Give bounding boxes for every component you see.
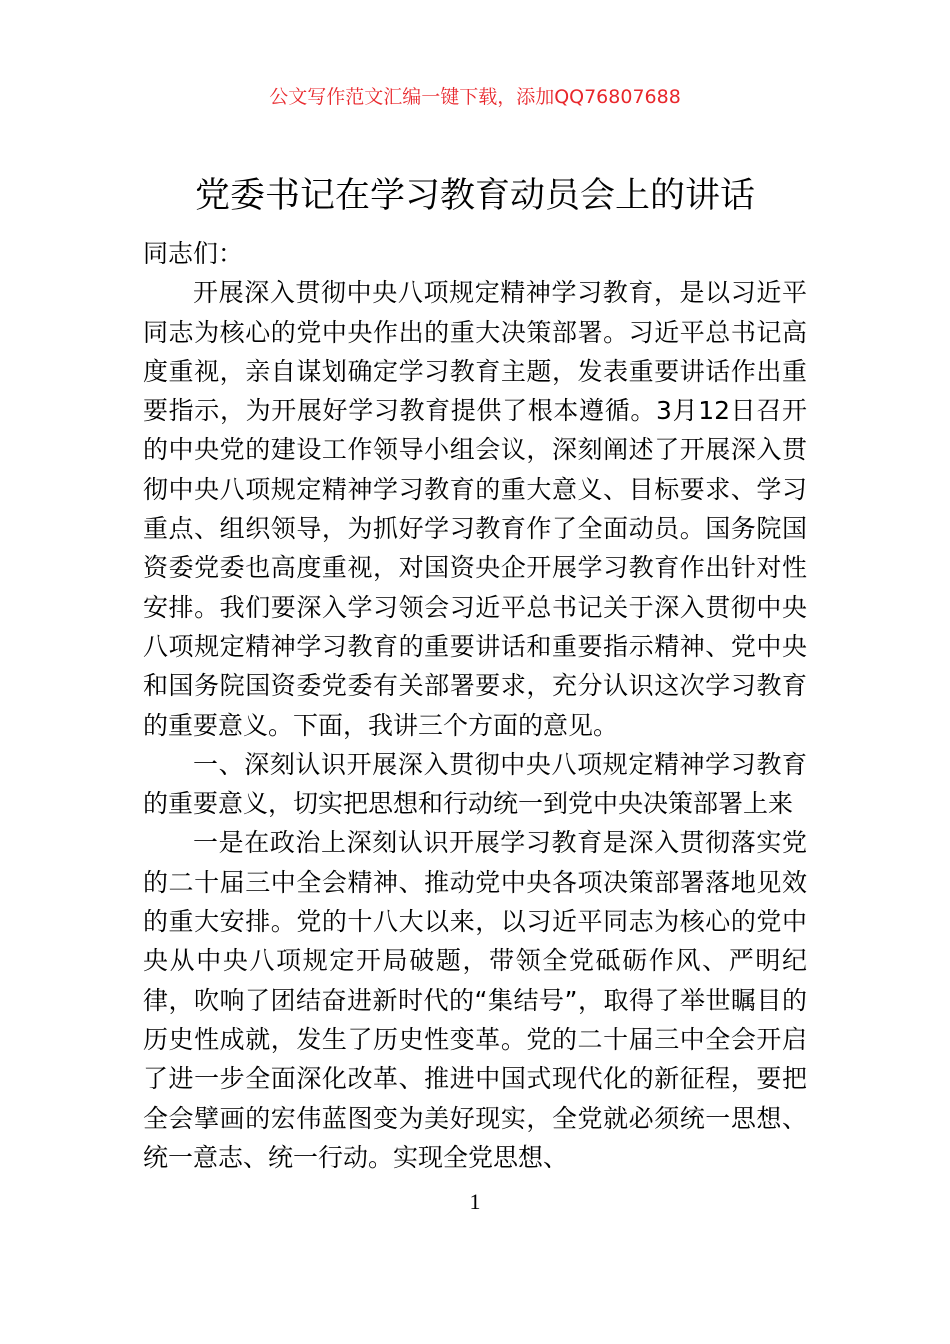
- header-banner: 公文写作范文汇编一键下载，添加QQ76807688: [269, 86, 681, 108]
- document-body: [143, 234, 807, 1177]
- document-title: 党委书记在学习教育动员会上的讲话: [194, 176, 755, 216]
- page-number: 1: [469, 1189, 481, 1214]
- section-heading: 一、深刻认识开展深入贯彻中央八项规定精神学习教育的重要意义，切实把思想和行动统一到党中央决策部署上来: [143, 749, 807, 819]
- salutation: 同志们：: [143, 239, 244, 268]
- paragraph: 开展深入贯彻中央八项规定精神学习教育，是以习近平同志为核心的党中央作出的重大决策部署。习近平总书记高度重视，亲自谋划确定学习教育主题，发表重要讲话作出重要指示，为开展好学习教育提供了根本遵循。3月12日召开的中央党的建设工作领导小组会议，深刻阐述了开展深入贯彻中央八项规定精神学习教育的重大意义、目标要求、学习重点、组织领导，为抓好学习教育作了全面动员。国务院国资委党委也高度重视，对国资央企开展学习教育作出针对性安排。我们要深入学习领会习近平总书记关于深入贯彻中央八项规定精神学习教育的重要讲话和重要指示精神、党中央和国务院国资委党委有关部署要求，充分认识这次学习教育的重要意义。下面，我讲三个方面的意见。: [143, 278, 807, 740]
- paragraph: 一是在政治上深刻认识开展学习教育是深入贯彻落实党的二十届三中全会精神、推动党中央各项决策部署落地见效的重大安排。党的十八大以来，以习近平同志为核心的党中央从中央八项规定开局破题，带领全党砥砺作风、严明纪律，吹响了团结奋进新时代的“集结号”，取得了举世瞩目的历史性成就，发生了历史性变革。党的二十届三中全会开启了进一步全面深化改革、推进中国式现代化的新征程，要把全会擘画的宏伟蓝图变为美好现实，全党就必须统一思想、统一意志、统一行动。实现全党思想、: [143, 828, 807, 1172]
